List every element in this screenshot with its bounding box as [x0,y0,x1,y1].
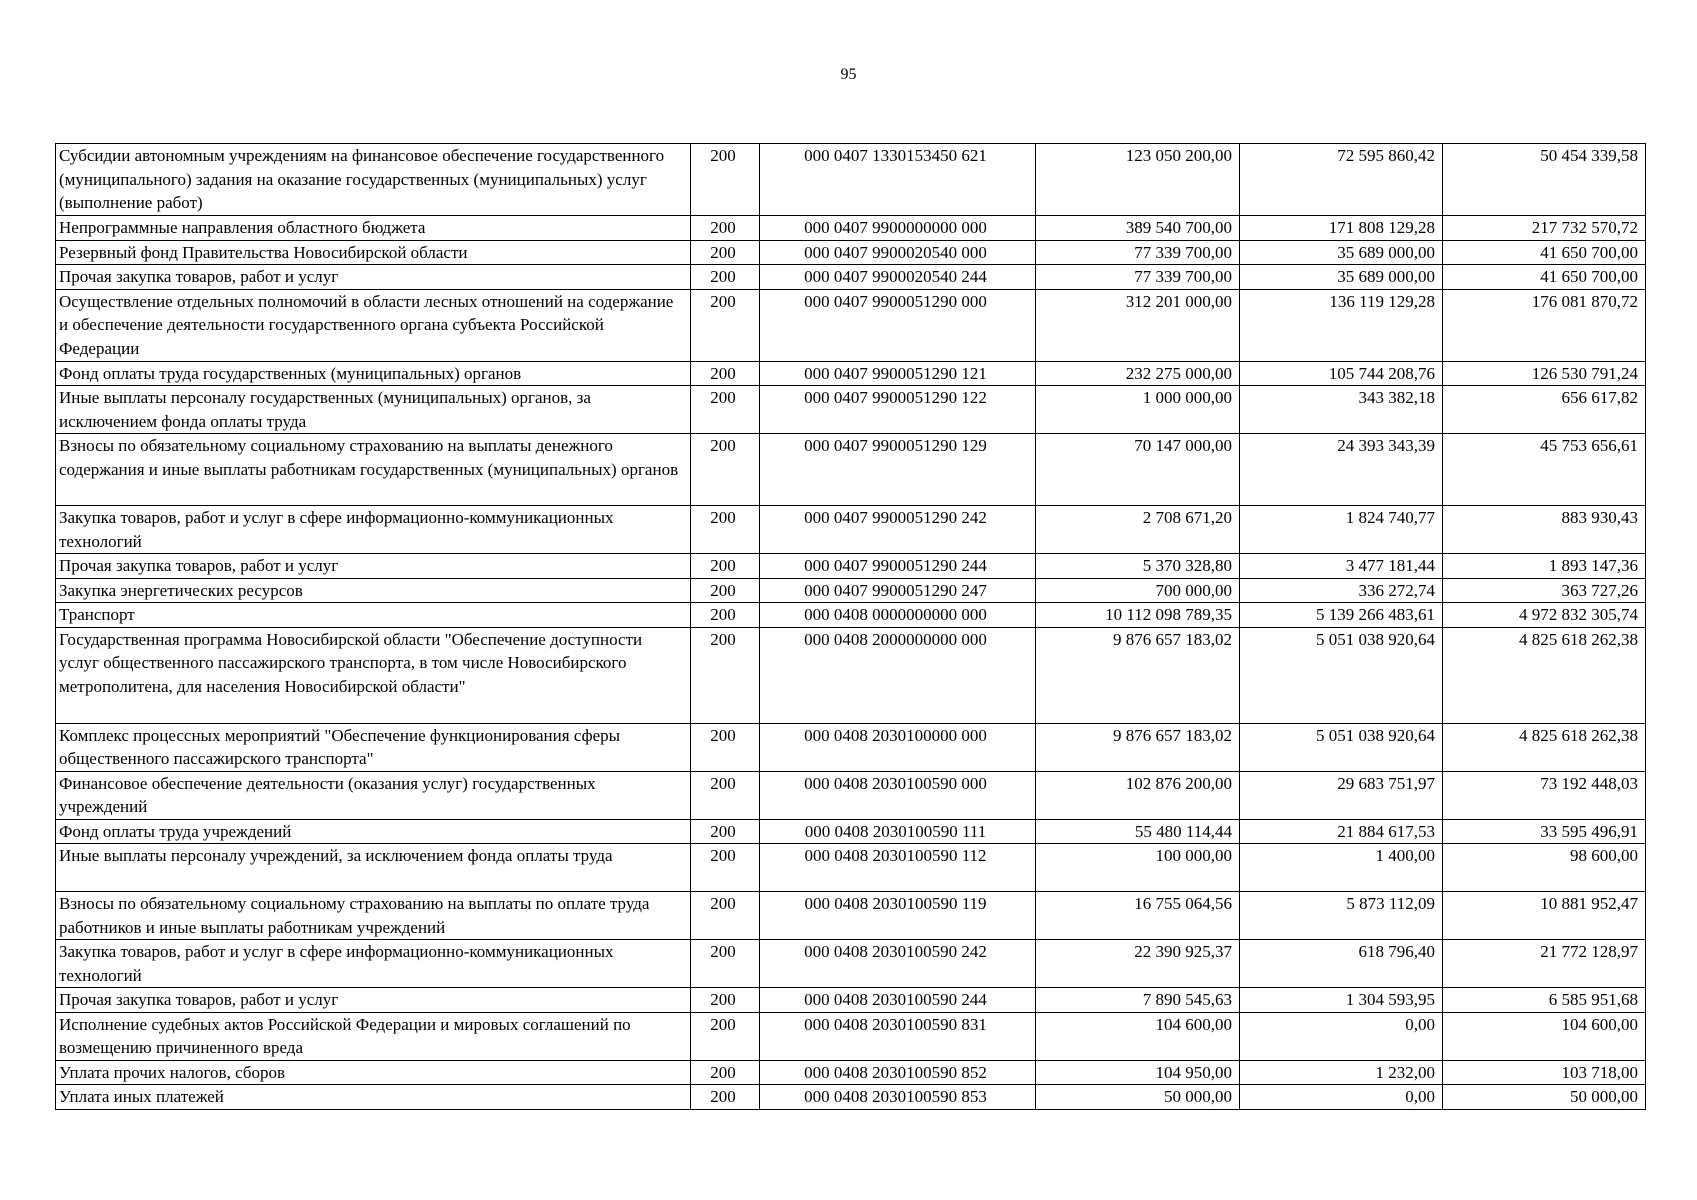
row-classification-code-cell: 000 0407 9900051290 247 [760,578,1036,603]
row-executed-amount-cell: 35 689 000,00 [1240,240,1443,265]
row-unexecuted-amount-cell: 126 530 791,24 [1443,361,1646,386]
row-name-cell: Резервный фонд Правительства Новосибирской области [56,240,691,265]
row-approved-amount-cell: 9 876 657 183,02 [1036,723,1240,771]
budget-table-body [56,144,1646,1110]
row-name-cell: Взносы по обязательному социальному страхованию на выплаты по оплате труда работников и иные выплаты работникам учреждений [56,892,691,940]
row-line-code-cell: 200 [691,361,760,386]
row-classification-code-cell: 000 0408 2030100590 119 [760,892,1036,940]
table-row [56,265,1646,290]
row-executed-amount-cell: 5 051 038 920,64 [1240,627,1443,723]
row-unexecuted-amount-cell: 33 595 496,91 [1443,819,1646,844]
row-classification-code-cell: 000 0407 9900020540 000 [760,240,1036,265]
row-unexecuted-amount-cell: 656 617,82 [1443,386,1646,434]
row-approved-amount-cell: 9 876 657 183,02 [1036,627,1240,723]
table-row [56,819,1646,844]
row-name-cell: Непрограммные направления областного бюджета [56,216,691,241]
row-executed-amount-cell: 24 393 343,39 [1240,434,1443,506]
row-line-code-cell: 200 [691,506,760,554]
row-approved-amount-cell: 55 480 114,44 [1036,819,1240,844]
row-line-code-cell: 200 [691,844,760,892]
table-row [56,216,1646,241]
row-name-cell: Уплата иных платежей [56,1085,691,1110]
row-line-code-cell: 200 [691,892,760,940]
row-classification-code-cell: 000 0408 0000000000 000 [760,603,1036,628]
table-row [56,506,1646,554]
row-executed-amount-cell: 105 744 208,76 [1240,361,1443,386]
row-unexecuted-amount-cell: 50 000,00 [1443,1085,1646,1110]
row-unexecuted-amount-cell: 4 825 618 262,38 [1443,627,1646,723]
table-row [56,240,1646,265]
table-row [56,892,1646,940]
row-name-cell: Прочая закупка товаров, работ и услуг [56,988,691,1013]
row-line-code-cell: 200 [691,819,760,844]
row-classification-code-cell: 000 0407 9900051290 121 [760,361,1036,386]
row-unexecuted-amount-cell: 217 732 570,72 [1443,216,1646,241]
row-executed-amount-cell: 5 139 266 483,61 [1240,603,1443,628]
row-approved-amount-cell: 10 112 098 789,35 [1036,603,1240,628]
row-approved-amount-cell: 104 950,00 [1036,1060,1240,1085]
row-executed-amount-cell: 1 400,00 [1240,844,1443,892]
row-classification-code-cell: 000 0408 2030100590 853 [760,1085,1036,1110]
row-name-cell: Осуществление отдельных полномочий в области лесных отношений на содержание и обеспечение деятельности государственного органа субъекта Российской Федерации [56,289,691,361]
row-classification-code-cell: 000 0407 9900020540 244 [760,265,1036,290]
row-executed-amount-cell: 0,00 [1240,1012,1443,1060]
row-line-code-cell: 200 [691,603,760,628]
table-row [56,361,1646,386]
row-classification-code-cell: 000 0408 2030100590 111 [760,819,1036,844]
table-row [56,434,1646,506]
row-executed-amount-cell: 0,00 [1240,1085,1443,1110]
row-unexecuted-amount-cell: 50 454 339,58 [1443,144,1646,216]
row-line-code-cell: 200 [691,1012,760,1060]
row-executed-amount-cell: 72 595 860,42 [1240,144,1443,216]
row-unexecuted-amount-cell: 883 930,43 [1443,506,1646,554]
row-approved-amount-cell: 70 147 000,00 [1036,434,1240,506]
row-approved-amount-cell: 50 000,00 [1036,1085,1240,1110]
row-executed-amount-cell: 343 382,18 [1240,386,1443,434]
row-name-cell: Закупка товаров, работ и услуг в сфере информационно-коммуникационных технологий [56,940,691,988]
row-line-code-cell: 200 [691,1085,760,1110]
row-line-code-cell: 200 [691,216,760,241]
table-row [56,844,1646,892]
row-unexecuted-amount-cell: 45 753 656,61 [1443,434,1646,506]
row-unexecuted-amount-cell: 73 192 448,03 [1443,771,1646,819]
row-classification-code-cell: 000 0407 9900051290 000 [760,289,1036,361]
row-line-code-cell: 200 [691,554,760,579]
table-row [56,988,1646,1013]
row-unexecuted-amount-cell: 6 585 951,68 [1443,988,1646,1013]
row-classification-code-cell: 000 0407 9900051290 244 [760,554,1036,579]
row-unexecuted-amount-cell: 103 718,00 [1443,1060,1646,1085]
row-classification-code-cell: 000 0408 2030100590 244 [760,988,1036,1013]
row-name-cell: Финансовое обеспечение деятельности (оказания услуг) государственных учреждений [56,771,691,819]
row-executed-amount-cell: 618 796,40 [1240,940,1443,988]
table-row [56,1012,1646,1060]
table-row [56,603,1646,628]
row-approved-amount-cell: 700 000,00 [1036,578,1240,603]
row-approved-amount-cell: 312 201 000,00 [1036,289,1240,361]
row-approved-amount-cell: 77 339 700,00 [1036,265,1240,290]
row-executed-amount-cell: 1 824 740,77 [1240,506,1443,554]
row-approved-amount-cell: 102 876 200,00 [1036,771,1240,819]
row-unexecuted-amount-cell: 363 727,26 [1443,578,1646,603]
row-classification-code-cell: 000 0408 2030100590 852 [760,1060,1036,1085]
row-line-code-cell: 200 [691,578,760,603]
row-classification-code-cell: 000 0408 2030100590 112 [760,844,1036,892]
row-approved-amount-cell: 77 339 700,00 [1036,240,1240,265]
row-unexecuted-amount-cell: 41 650 700,00 [1443,265,1646,290]
row-approved-amount-cell: 16 755 064,56 [1036,892,1240,940]
table-row [56,627,1646,723]
row-classification-code-cell: 000 0407 9900051290 122 [760,386,1036,434]
row-unexecuted-amount-cell: 1 893 147,36 [1443,554,1646,579]
budget-table [55,143,1646,1110]
row-line-code-cell: 200 [691,988,760,1013]
row-classification-code-cell: 000 0407 9900000000 000 [760,216,1036,241]
row-line-code-cell: 200 [691,265,760,290]
row-line-code-cell: 200 [691,144,760,216]
row-unexecuted-amount-cell: 104 600,00 [1443,1012,1646,1060]
row-name-cell: Фонд оплаты труда государственных (муниципальных) органов [56,361,691,386]
row-classification-code-cell: 000 0408 2030100590 831 [760,1012,1036,1060]
row-line-code-cell: 200 [691,723,760,771]
row-approved-amount-cell: 22 390 925,37 [1036,940,1240,988]
row-unexecuted-amount-cell: 10 881 952,47 [1443,892,1646,940]
table-row [56,554,1646,579]
row-executed-amount-cell: 1 232,00 [1240,1060,1443,1085]
row-executed-amount-cell: 171 808 129,28 [1240,216,1443,241]
table-row [56,723,1646,771]
row-name-cell: Прочая закупка товаров, работ и услуг [56,265,691,290]
row-line-code-cell: 200 [691,289,760,361]
row-classification-code-cell: 000 0408 2000000000 000 [760,627,1036,723]
row-name-cell: Фонд оплаты труда учреждений [56,819,691,844]
row-executed-amount-cell: 1 304 593,95 [1240,988,1443,1013]
table-row [56,1060,1646,1085]
table-row [56,578,1646,603]
row-executed-amount-cell: 29 683 751,97 [1240,771,1443,819]
row-executed-amount-cell: 21 884 617,53 [1240,819,1443,844]
row-unexecuted-amount-cell: 4 825 618 262,38 [1443,723,1646,771]
row-classification-code-cell: 000 0407 9900051290 129 [760,434,1036,506]
row-line-code-cell: 200 [691,240,760,265]
row-executed-amount-cell: 5 051 038 920,64 [1240,723,1443,771]
row-name-cell: Уплата прочих налогов, сборов [56,1060,691,1085]
row-line-code-cell: 200 [691,434,760,506]
row-line-code-cell: 200 [691,771,760,819]
row-name-cell: Взносы по обязательному социальному страхованию на выплаты денежного содержания и иные выплаты работникам государственных (муниципальных) органов [56,434,691,506]
row-executed-amount-cell: 5 873 112,09 [1240,892,1443,940]
row-name-cell: Закупка энергетических ресурсов [56,578,691,603]
table-row [56,771,1646,819]
row-executed-amount-cell: 136 119 129,28 [1240,289,1443,361]
row-executed-amount-cell: 35 689 000,00 [1240,265,1443,290]
row-unexecuted-amount-cell: 98 600,00 [1443,844,1646,892]
row-name-cell: Прочая закупка товаров, работ и услуг [56,554,691,579]
row-line-code-cell: 200 [691,1060,760,1085]
page-number: 95 [840,66,857,83]
row-unexecuted-amount-cell: 176 081 870,72 [1443,289,1646,361]
row-line-code-cell: 200 [691,627,760,723]
table-row [56,144,1646,216]
table-row [56,386,1646,434]
table-row [56,940,1646,988]
row-classification-code-cell: 000 0408 2030100000 000 [760,723,1036,771]
row-unexecuted-amount-cell: 4 972 832 305,74 [1443,603,1646,628]
row-classification-code-cell: 000 0408 2030100590 000 [760,771,1036,819]
row-name-cell: Закупка товаров, работ и услуг в сфере информационно-коммуникационных технологий [56,506,691,554]
row-approved-amount-cell: 1 000 000,00 [1036,386,1240,434]
row-unexecuted-amount-cell: 21 772 128,97 [1443,940,1646,988]
row-unexecuted-amount-cell: 41 650 700,00 [1443,240,1646,265]
row-name-cell: Государственная программа Новосибирской области "Обеспечение доступности услуг общественного пассажирского транспорта, в том числе Новосибирского метрополитена, для населения Новосибирской области" [56,627,691,723]
row-name-cell: Иные выплаты персоналу учреждений, за исключением фонда оплаты труда [56,844,691,892]
row-name-cell: Комплекс процессных мероприятий "Обеспечение функционирования сферы общественного пассажирского транспорта" [56,723,691,771]
row-executed-amount-cell: 336 272,74 [1240,578,1443,603]
row-approved-amount-cell: 104 600,00 [1036,1012,1240,1060]
row-approved-amount-cell: 123 050 200,00 [1036,144,1240,216]
row-classification-code-cell: 000 0408 2030100590 242 [760,940,1036,988]
row-approved-amount-cell: 100 000,00 [1036,844,1240,892]
row-classification-code-cell: 000 0407 9900051290 242 [760,506,1036,554]
table-row [56,1085,1646,1110]
row-name-cell: Иные выплаты персоналу государственных (муниципальных) органов, за исключением фонда оплаты труда [56,386,691,434]
row-name-cell: Транспорт [56,603,691,628]
row-approved-amount-cell: 389 540 700,00 [1036,216,1240,241]
row-executed-amount-cell: 3 477 181,44 [1240,554,1443,579]
row-approved-amount-cell: 7 890 545,63 [1036,988,1240,1013]
row-classification-code-cell: 000 0407 1330153450 621 [760,144,1036,216]
row-line-code-cell: 200 [691,940,760,988]
row-name-cell: Исполнение судебных актов Российской Федерации и мировых соглашений по возмещению причиненного вреда [56,1012,691,1060]
row-approved-amount-cell: 2 708 671,20 [1036,506,1240,554]
row-name-cell: Субсидии автономным учреждениям на финансовое обеспечение государственного (муниципального) задания на оказание государственных (муниципальных) услуг (выполнение работ) [56,144,691,216]
table-row [56,289,1646,361]
row-approved-amount-cell: 5 370 328,80 [1036,554,1240,579]
row-line-code-cell: 200 [691,386,760,434]
row-approved-amount-cell: 232 275 000,00 [1036,361,1240,386]
